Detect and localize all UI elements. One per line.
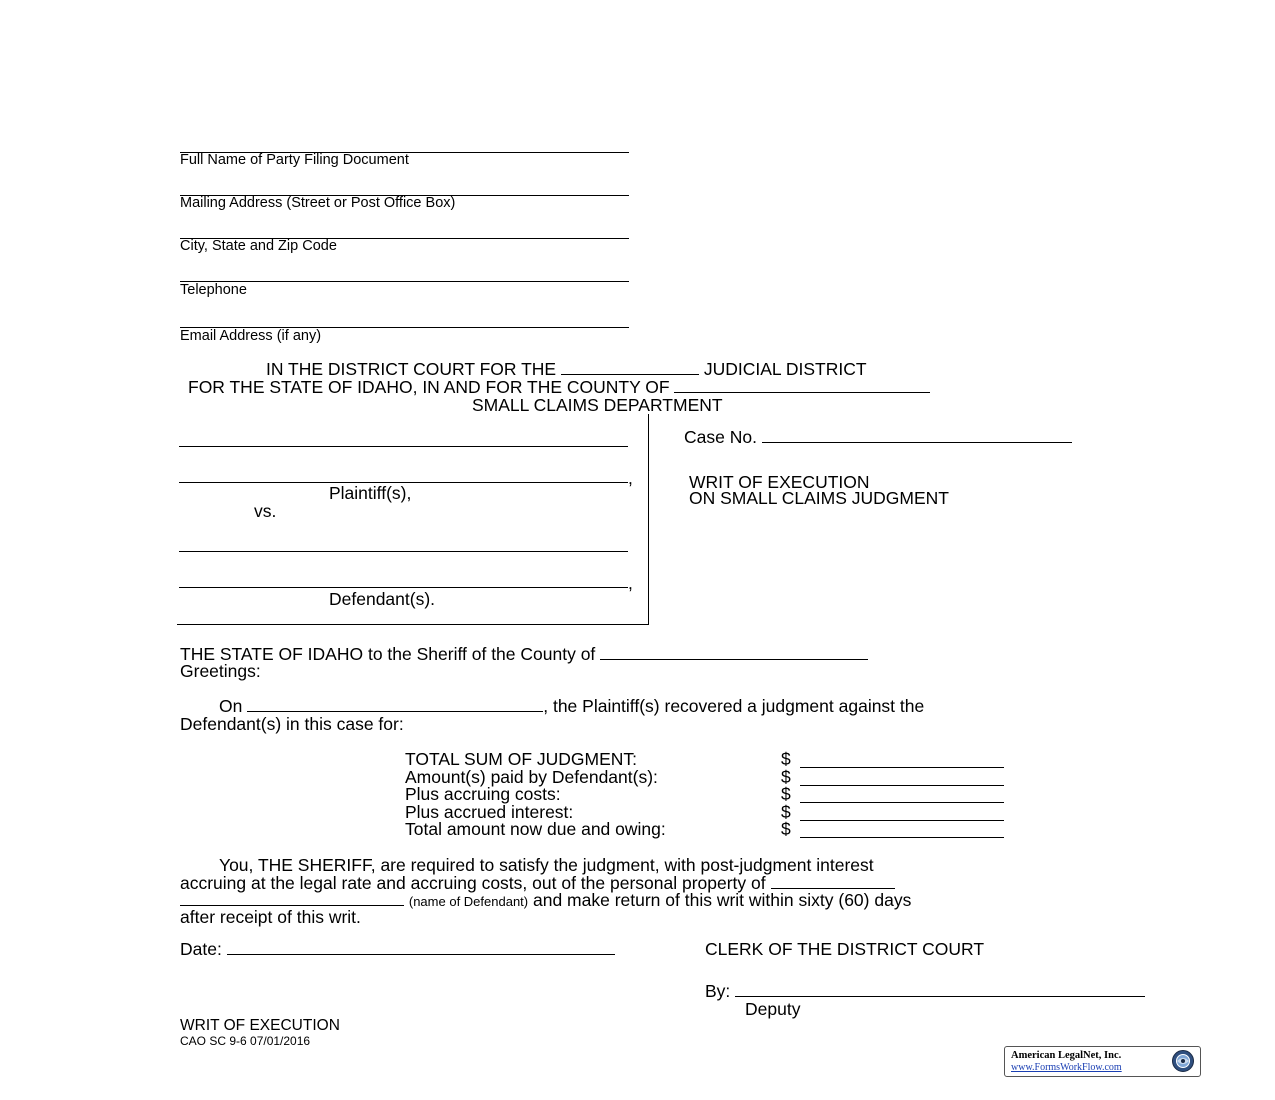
caption-bottom-rule xyxy=(177,624,649,625)
plaintiff-comma: , xyxy=(628,468,633,488)
amount-row-label: Amount(s) paid by Defendant(s): xyxy=(405,767,658,787)
plaintiff-label: Plaintiff(s), xyxy=(329,483,412,503)
amount-blank[interactable] xyxy=(800,785,1004,786)
amount-row-label: Plus accruing costs: xyxy=(405,784,561,804)
court-line2-prefix: FOR THE STATE OF IDAHO, IN AND FOR THE COUNTY OF xyxy=(188,377,670,397)
footer-form-title: WRIT OF EXECUTION xyxy=(180,1017,340,1034)
document-title-line1: WRIT OF EXECUTION xyxy=(689,472,870,492)
defendant-line-2[interactable] xyxy=(179,587,628,588)
amount-row-label: TOTAL SUM OF JUDGMENT: xyxy=(405,749,638,769)
court-line1-prefix: IN THE DISTRICT COURT FOR THE xyxy=(266,359,557,379)
american-legalnet-logo[interactable] xyxy=(1004,1046,1201,1077)
dollar-sign: $ xyxy=(781,749,791,769)
email-label: Email Address (if any) xyxy=(180,328,322,344)
date-field xyxy=(180,939,615,960)
defendant-comma: , xyxy=(628,573,633,593)
plaintiff-line-1[interactable] xyxy=(179,446,628,447)
court-header-line3: SMALL CLAIMS DEPARTMENT xyxy=(472,395,723,415)
deputy-label: Deputy xyxy=(745,999,801,1019)
globe-icon xyxy=(1170,1049,1196,1073)
amount-blank[interactable] xyxy=(800,802,1004,803)
on-prefix: On xyxy=(219,696,243,716)
caption-divider xyxy=(648,414,649,625)
sheriff-paragraph-line4: after receipt of this writ. xyxy=(180,907,361,927)
judicial-district-blank[interactable] xyxy=(561,360,699,375)
case-number-label: Case No. xyxy=(684,427,757,447)
clerk-label: CLERK OF THE DISTRICT COURT xyxy=(705,939,985,959)
sheriff-paragraph-line1: You, THE SHERIFF, are required to satisfy the judgment, with post-judgment interest xyxy=(219,855,874,875)
dollar-sign: $ xyxy=(781,802,791,822)
case-number-field xyxy=(684,427,1072,448)
state-sheriff-text: THE STATE OF IDAHO to the Sheriff of the County of xyxy=(180,644,596,664)
sheriff-county-blank[interactable] xyxy=(600,645,868,660)
amount-row-label: Total amount now due and owing: xyxy=(405,819,666,839)
date-label: Date: xyxy=(180,939,222,959)
dollar-sign: $ xyxy=(781,784,791,804)
document-title-line2: ON SMALL CLAIMS JUDGMENT xyxy=(689,488,949,508)
logo-company-name: American LegalNet, Inc. xyxy=(1011,1050,1122,1061)
dollar-sign: $ xyxy=(781,767,791,787)
state-sheriff-line xyxy=(180,644,868,665)
defendant-name-blank-1[interactable] xyxy=(771,874,895,889)
mailing-address-label: Mailing Address (Street or Post Office Box) xyxy=(180,195,456,211)
sheriff-line2-text: accruing at the legal rate and accruing costs, out of the personal property of xyxy=(180,873,766,893)
city-state-zip-label: City, State and Zip Code xyxy=(180,238,337,254)
court-line1-suffix: JUDICIAL DISTRICT xyxy=(703,359,867,379)
amount-blank[interactable] xyxy=(800,837,1004,838)
judgment-date-blank[interactable] xyxy=(247,697,543,712)
case-number-blank[interactable] xyxy=(762,428,1072,443)
logo-url[interactable]: www.FormsWorkFlow.com xyxy=(1011,1062,1122,1073)
deputy-signature-blank[interactable] xyxy=(735,982,1145,997)
vs-label: vs. xyxy=(254,501,277,521)
telephone-label: Telephone xyxy=(180,282,247,298)
name-of-defendant-hint: (name of Defendant) xyxy=(408,894,529,909)
sheriff-line3-text: and make return of this writ within sixty (60) days xyxy=(532,890,912,910)
on-suffix: , the Plaintiff(s) recovered a judgment against the xyxy=(543,696,925,716)
county-blank[interactable] xyxy=(674,378,930,393)
amount-row-label: Plus accrued interest: xyxy=(405,802,574,822)
by-label: By: xyxy=(705,981,731,1001)
amount-blank[interactable] xyxy=(800,820,1004,821)
defendant-label: Defendant(s). xyxy=(329,589,436,609)
dollar-sign: $ xyxy=(781,819,791,839)
defendant-name-blank-2[interactable] xyxy=(180,891,404,906)
footer-form-code: CAO SC 9-6 07/01/2016 xyxy=(180,1034,311,1048)
date-blank[interactable] xyxy=(227,940,615,955)
greetings-text: Greetings: xyxy=(180,661,261,681)
defendants-case-line: Defendant(s) in this case for: xyxy=(180,714,404,734)
full-name-label: Full Name of Party Filing Document xyxy=(180,152,409,168)
telephone-line[interactable] xyxy=(180,281,629,282)
amount-blank[interactable] xyxy=(800,767,1004,768)
defendant-line-1[interactable] xyxy=(179,551,628,552)
